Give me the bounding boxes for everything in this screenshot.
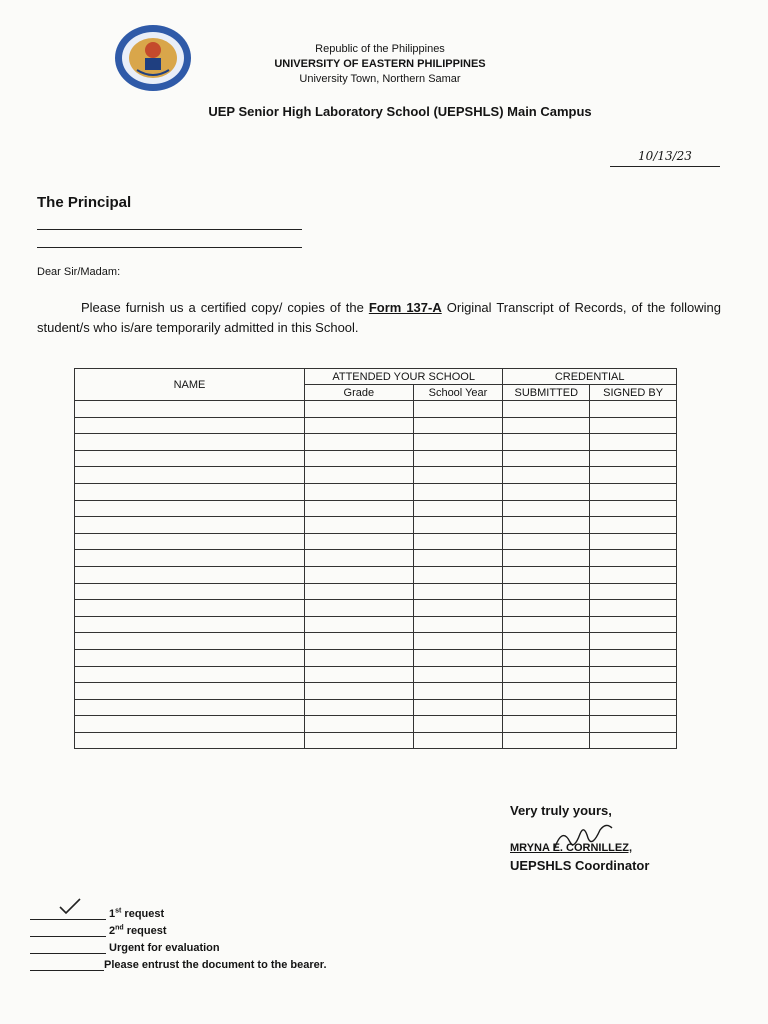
table-cell [305,583,414,600]
table-cell [503,699,590,716]
table-cell [305,616,414,633]
table-cell [305,500,414,517]
table-cell [503,566,590,583]
table-cell [503,500,590,517]
table-cell [590,616,677,633]
table-cell [413,467,503,484]
request-item-second [30,924,166,937]
table-row [75,583,677,600]
table-cell [75,467,305,484]
table-cell [503,583,590,600]
table-row [75,716,677,733]
table-row [75,566,677,583]
table-cell [305,450,414,467]
table-cell [590,716,677,733]
table-cell [503,600,590,617]
table-cell [305,600,414,617]
request-item-urgent [30,941,220,954]
table-cell [590,633,677,650]
table-body [75,401,677,749]
request-item-bearer [30,958,327,971]
table-cell [590,450,677,467]
name-header: NAME [75,369,305,401]
table-row [75,434,677,451]
table-cell [503,517,590,534]
table-cell [413,616,503,633]
body-text-after: Original Transcript of Records, of the following student/s who is/are temporarily admitted in this School. [37,300,721,335]
table-cell [413,583,503,600]
table-cell [305,666,414,683]
table-cell [305,716,414,733]
addressee: The Principal [37,194,132,211]
table-row [75,600,677,617]
table-cell [305,550,414,567]
request-num: 1 [109,908,116,920]
closing: Very truly yours, [510,803,612,818]
table-cell [590,467,677,484]
signer-name: MRYNA E. CORNILLEZ, [510,842,633,854]
submitted-header: SUBMITTED [503,385,590,401]
table-cell [305,467,414,484]
table-row [75,699,677,716]
table-row [75,500,677,517]
form-reference: Form 137-A [368,300,442,315]
table-row [75,517,677,534]
table-cell [590,434,677,451]
table-cell [413,649,503,666]
table-cell [503,732,590,749]
table-row [75,533,677,550]
table-cell [503,483,590,500]
table-cell [75,566,305,583]
table-cell [75,500,305,517]
request-blank [30,941,106,954]
table-cell [413,533,503,550]
table-row [75,732,677,749]
table-cell [75,716,305,733]
request-blank [30,958,104,971]
table-row [75,649,677,666]
table-cell [413,666,503,683]
table-cell [503,649,590,666]
table-cell [413,699,503,716]
table-cell [413,600,503,617]
table-cell [503,417,590,434]
header-republic: Republic of the Philippines [315,43,445,55]
salutation: Dear Sir/Madam: [37,266,121,278]
request-paragraph [37,298,721,338]
table-cell [75,633,305,650]
table-row [75,666,677,683]
header-university: UNIVERSITY OF EASTERN PHILIPPINES [274,58,486,70]
address-line [37,247,302,248]
table-cell [503,434,590,451]
grade-header: Grade [305,385,414,401]
request-num: 2 [109,925,116,937]
table-cell [305,649,414,666]
table-cell [75,517,305,534]
table-cell [75,434,305,451]
request-label: request [121,908,165,920]
table-cell [413,417,503,434]
table-cell [305,517,414,534]
table-row [75,550,677,567]
table-cell [590,417,677,434]
table-row [75,417,677,434]
table-cell [75,649,305,666]
table-cell [75,401,305,418]
table-cell [413,550,503,567]
table-row [75,401,677,418]
body-text-before: Please furnish us a certified copy/ copies of the [81,300,369,315]
table-cell [503,633,590,650]
table-cell [413,483,503,500]
signed-by-header: SIGNED BY [590,385,677,401]
table-cell [75,732,305,749]
table-cell [305,699,414,716]
table-cell [590,517,677,534]
table-cell [503,450,590,467]
table-cell [305,732,414,749]
table-row [75,450,677,467]
table-cell [413,566,503,583]
request-label: Urgent for evaluation [109,942,220,954]
table-cell [75,616,305,633]
table-cell [305,434,414,451]
table-cell [590,500,677,517]
table-cell [503,616,590,633]
table-cell [590,550,677,567]
request-blank [30,924,106,937]
request-label: Please entrust the document to the bearer. [104,959,327,971]
table-cell [305,633,414,650]
table-cell [413,683,503,700]
campus-title: UEP Senior High Laboratory School (UEPSHLS) Main Campus [208,104,592,119]
table-cell [590,683,677,700]
table-cell [75,683,305,700]
table-cell [503,467,590,484]
table-cell [75,550,305,567]
table-cell [305,566,414,583]
school-year-header: School Year [413,385,503,401]
table-cell [75,483,305,500]
table-cell [75,666,305,683]
table-cell [590,566,677,583]
checkmark-icon [58,897,82,915]
table-row [75,467,677,484]
table-cell [413,450,503,467]
table-cell [75,417,305,434]
request-item-first [30,907,164,920]
table-cell [305,683,414,700]
table-cell [75,600,305,617]
signer-title: UEPSHLS Coordinator [510,858,650,873]
table-cell [590,533,677,550]
table-cell [590,401,677,418]
date-field: 10/13/23 [610,146,720,167]
table-row [75,483,677,500]
request-blank [30,907,106,920]
table-cell [305,417,414,434]
table-cell [503,666,590,683]
table-row [75,616,677,633]
table-cell [75,533,305,550]
header-location: University Town, Northern Samar [299,73,461,85]
table-cell [503,716,590,733]
request-label: request [123,925,167,937]
table-row [75,633,677,650]
attended-header: ATTENDED YOUR SCHOOL [305,369,503,385]
table-cell [413,732,503,749]
table-cell [305,401,414,418]
table-cell [413,716,503,733]
table-cell [503,533,590,550]
table-cell [413,401,503,418]
table-cell [590,583,677,600]
table-cell [590,732,677,749]
student-records-table [74,368,677,749]
table-cell [590,666,677,683]
table-cell [413,434,503,451]
table-cell [305,483,414,500]
table-cell [413,633,503,650]
table-row [75,683,677,700]
table-cell [503,550,590,567]
table-cell [305,533,414,550]
request-sup: st [115,907,122,915]
table-cell [413,500,503,517]
table-cell [590,649,677,666]
credential-header: CREDENTIAL [503,369,677,385]
table-cell [590,483,677,500]
request-sup: nd [115,924,124,932]
table-header-row [75,369,677,385]
table-cell [590,699,677,716]
table-cell [75,450,305,467]
table-cell [413,517,503,534]
table-cell [503,401,590,418]
table-cell [75,583,305,600]
table-cell [503,683,590,700]
table-cell [75,699,305,716]
address-line [37,229,302,230]
table-cell [590,600,677,617]
